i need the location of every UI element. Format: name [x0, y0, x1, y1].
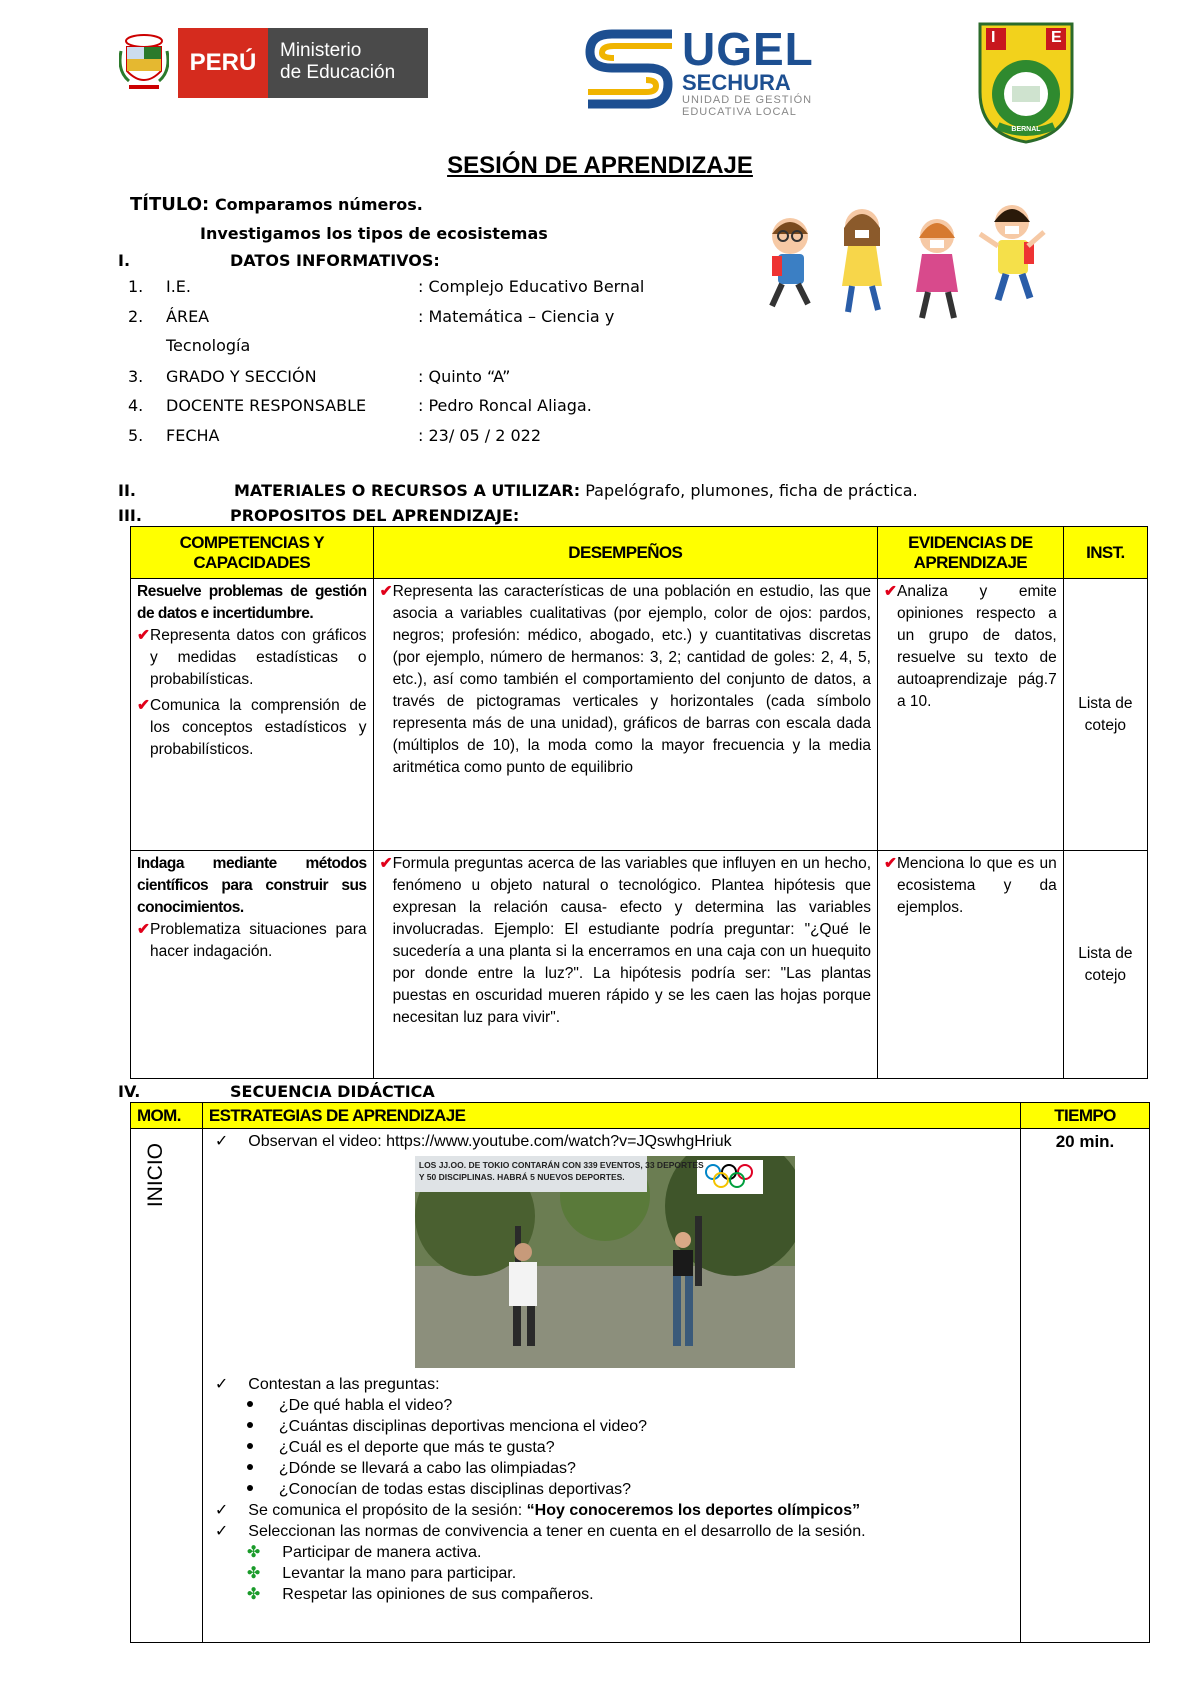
- proposito-pre: Se comunica el propósito de la sesión:: [248, 1502, 527, 1519]
- evidencia-cell: [878, 851, 1064, 1079]
- ie-bernal-badge-icon: [978, 22, 1074, 144]
- datos-num: 4.: [128, 396, 144, 415]
- evidencia-text: Menciona lo que es un ecosistema y da ejemplos.: [897, 855, 1057, 916]
- peru-label: PERÚ: [178, 28, 268, 98]
- normas-intro-text: Seleccionan las normas de convivencia a tener en cuenta en el desarrollo de la sesión.: [248, 1523, 866, 1540]
- pregunta-text: ¿Dónde se llevará a cabo las olimpiadas?: [278, 1460, 576, 1477]
- proposito-text: [248, 1500, 948, 1521]
- list-item: [215, 1458, 1014, 1479]
- list-item: [215, 1542, 1014, 1563]
- section2-number: II.: [118, 481, 136, 500]
- bullet-icon: [247, 1422, 253, 1428]
- bullet-icon: [247, 1443, 253, 1449]
- ministerio-line2: de Educación: [280, 62, 396, 83]
- momento-cell: [131, 1129, 203, 1643]
- header-mom: MOM.: [131, 1103, 203, 1129]
- normas-intro: [215, 1521, 1014, 1542]
- pregunta-text: ¿De qué habla el video?: [278, 1397, 453, 1414]
- check-icon: ✓: [214, 1133, 229, 1150]
- video-line-text: Observan el video: https://www.youtube.com/watch?v=JQswhgHriuk: [248, 1133, 732, 1150]
- desempeno-text: Representa las características de una población en estudio, las que asocia a variables cualitativas (por ejemplo, color de ojos: pardos, negros; profesión: médico, abogado, etc.) y cuantitativas discretas (por ejemplo, número de hermanos: 3, 2; cantidad de goles: 2, 4, 5, etc.), así como también el comportamiento del conjunto de datos, a través de pictogramas verticales y horizontales (cada símbolo representa más de una unidad), gráficos de barras con escala dada (múltiplos de 10), la moda como la mayor frecuencia y la media aritmética como punto de equilibrio: [392, 583, 871, 776]
- video-thumbnail[interactable]: [415, 1156, 795, 1368]
- norma-text: Participar de manera activa.: [282, 1544, 482, 1561]
- clover-icon: ✤: [246, 1544, 261, 1561]
- desempeno-text: Formula preguntas acerca de las variables que influyen en un hecho, fenómeno u objeto natural o tecnológico. Plantea hipótesis que expresan la relación causa- efecto y determina las variables involucradas. Ejemplo: El estudiante podría preguntar: "¿Qué le sucedería a una planta si la encerramos en una caja con un huequito por donde entre la luz?". La hipótesis podría ser: "Las plantas puestas en oscuridad mueren rápido y se les caen las hojas porque necesitan luz para vivir".: [392, 855, 871, 1026]
- section3-title: PROPOSITOS DEL APRENDIZAJE:: [230, 506, 520, 525]
- evidencia-cell: [878, 579, 1064, 851]
- datos-value: : Pedro Roncal Aliaga.: [418, 396, 592, 415]
- capacidad-text: Problematiza situaciones para hacer indagación.: [150, 921, 367, 960]
- inst-cell: Lista de cotejo: [1063, 579, 1147, 851]
- bullet-icon: [247, 1464, 253, 1470]
- list-item: [215, 1479, 1014, 1500]
- datos-num: 5.: [128, 426, 144, 445]
- header-desempenos: DESEMPEÑOS: [373, 527, 877, 579]
- header-estrategias: ESTRATEGIAS DE APRENDIZAJE: [202, 1103, 1020, 1129]
- momento-label: INICIO: [144, 1143, 167, 1208]
- header-tiempo: TIEMPO: [1021, 1103, 1150, 1129]
- video-caption-line2: Y 50 DISCIPLINAS. HABRÁ 5 NUEVOS DEPORTES.: [418, 1172, 625, 1182]
- datos-num: 1.: [128, 277, 144, 296]
- list-item: [215, 1416, 1014, 1437]
- ministerio-label: [268, 28, 428, 98]
- bullet-icon: [247, 1485, 253, 1491]
- datos-num: 2.: [128, 307, 144, 326]
- titulo-row: [130, 194, 423, 215]
- pregunta-text: ¿Cuántas disciplinas deportivas menciona el video?: [278, 1418, 648, 1435]
- section2-text: Papelógrafo, plumones, ficha de práctica.: [580, 481, 918, 500]
- desempeno-cell: [373, 579, 877, 851]
- tiempo-cell: 20 min.: [1021, 1129, 1150, 1643]
- check-icon: ✓: [214, 1502, 229, 1519]
- page-title: SESIÓN DE APRENDIZAJE: [447, 152, 753, 179]
- red-check-icon: ✔: [137, 921, 150, 938]
- capacidad-text: Representa datos con gráficos y medidas estadísticas o probabilísticas.: [150, 627, 367, 688]
- list-item: [215, 1584, 1014, 1605]
- capacidad-text: Comunica la comprensión de los conceptos estadísticos y probabilísticos.: [150, 697, 367, 758]
- competencia-title: Resuelve problemas de gestión de datos e incertidumbre.: [137, 583, 367, 622]
- bullet-icon: [247, 1401, 253, 1407]
- datos-value: : Complejo Educativo Bernal: [418, 277, 645, 296]
- datos-value: : 23/ 05 / 2 022: [418, 426, 542, 445]
- norma-text: Respetar las opiniones de sus compañeros.: [282, 1586, 594, 1603]
- datos-label: DOCENTE RESPONSABLE: [166, 396, 367, 415]
- ugel-title: UGEL: [682, 23, 814, 75]
- children-illustration-icon: [752, 196, 1052, 326]
- proposito-bold: “Hoy conoceremos los deportes olímpicos”: [526, 1502, 861, 1519]
- secuencia-table: [130, 1102, 1150, 1643]
- ie-letter-e: E: [1051, 29, 1062, 46]
- pregunta-text: ¿Cuál es el deporte que más te gusta?: [278, 1439, 555, 1456]
- red-check-icon: ✔: [379, 583, 393, 600]
- datos-label: FECHA: [166, 426, 220, 445]
- video-caption: [419, 1159, 704, 1183]
- minedu-logo: [118, 28, 428, 98]
- titulo-line1: Comparamos números.: [214, 195, 423, 214]
- titulo-label: TÍTULO:: [130, 194, 210, 215]
- ie-badge-name: BERNAL: [1011, 126, 1041, 133]
- capacidad-item: [137, 695, 367, 761]
- section1-title: DATOS INFORMATIVOS:: [230, 251, 440, 270]
- red-check-icon: ✔: [137, 697, 150, 714]
- datos-num: 3.: [128, 367, 144, 386]
- evidencia-text: Analiza y emite opiniones respecto a un grupo de datos, resuelve su texto de autoaprendizaje pág.7 a 10.: [897, 583, 1057, 710]
- competencia-cell: [131, 579, 374, 851]
- red-check-icon: ✔: [137, 627, 150, 644]
- ugel-logo: [582, 23, 814, 118]
- ie-letter-i: I: [991, 29, 996, 46]
- capacidad-item: [137, 625, 367, 691]
- datos-label: GRADO Y SECCIÓN: [166, 367, 317, 386]
- section2-title: MATERIALES O RECURSOS A UTILIZAR:: [234, 481, 581, 500]
- park-scene-icon: [415, 1156, 795, 1368]
- ugel-s-icon: [582, 26, 678, 114]
- ugel-small-line1: UNIDAD DE GESTIÓN: [682, 94, 813, 106]
- video-line: [215, 1131, 1014, 1152]
- datos-item-2-cont: Tecnología: [166, 336, 251, 355]
- list-item: [215, 1563, 1014, 1584]
- datos-value: : Matemática – Ciencia y: [418, 307, 615, 326]
- inst-cell: Lista de cotejo: [1063, 851, 1147, 1079]
- header-competencias: COMPETENCIAS Y CAPACIDADES: [131, 527, 374, 579]
- datos-label: ÁREA: [166, 307, 210, 326]
- norma-text: Levantar la mano para participar.: [282, 1565, 517, 1582]
- section2-row: [234, 481, 918, 500]
- proposito-line: [215, 1500, 1014, 1521]
- competencia-title: Indaga mediante métodos científicos para construir sus conocimientos.: [137, 855, 367, 916]
- preguntas-intro: [215, 1374, 1014, 1395]
- list-item: [215, 1437, 1014, 1458]
- ugel-subtitle: SECHURA: [682, 70, 791, 95]
- check-icon: ✓: [214, 1376, 229, 1393]
- section1-number: I.: [118, 251, 131, 270]
- ugel-small-line2: EDUCATIVA LOCAL: [682, 106, 797, 118]
- clover-icon: ✤: [246, 1586, 261, 1603]
- titulo-line2: Investigamos los tipos de ecosistemas: [200, 224, 548, 243]
- peru-coat-of-arms-icon: [118, 28, 170, 98]
- red-check-icon: ✔: [379, 855, 393, 872]
- estrategias-cell: [202, 1129, 1020, 1643]
- capacidad-item: [137, 919, 367, 963]
- header-inst: INST.: [1063, 527, 1147, 579]
- propositos-table: [130, 526, 1148, 1079]
- ministerio-line1: Ministerio: [280, 40, 362, 61]
- desempeno-cell: [373, 851, 877, 1079]
- datos-label: I.E.: [166, 277, 191, 296]
- video-caption-line1: LOS JJ.OO. DE TOKIO CONTARÁN CON 339 EVENTOS, 33 DEPORTES: [418, 1160, 704, 1170]
- section4-number: IV.: [118, 1082, 141, 1101]
- preguntas-intro-text: Contestan a las preguntas:: [248, 1376, 440, 1393]
- clover-icon: ✤: [246, 1565, 261, 1582]
- header-evidencias: EVIDENCIAS DE APRENDIZAJE: [878, 527, 1064, 579]
- competencia-cell: [131, 851, 374, 1079]
- section4-title: SECUENCIA DIDÁCTICA: [230, 1082, 435, 1101]
- datos-value: : Quinto “A”: [418, 367, 511, 386]
- red-check-icon: ✔: [884, 583, 897, 600]
- check-icon: ✓: [214, 1523, 229, 1540]
- pregunta-text: ¿Conocían de todas estas disciplinas deportivas?: [278, 1481, 632, 1498]
- section3-number: III.: [118, 506, 142, 525]
- list-item: [215, 1395, 1014, 1416]
- red-check-icon: ✔: [884, 855, 897, 872]
